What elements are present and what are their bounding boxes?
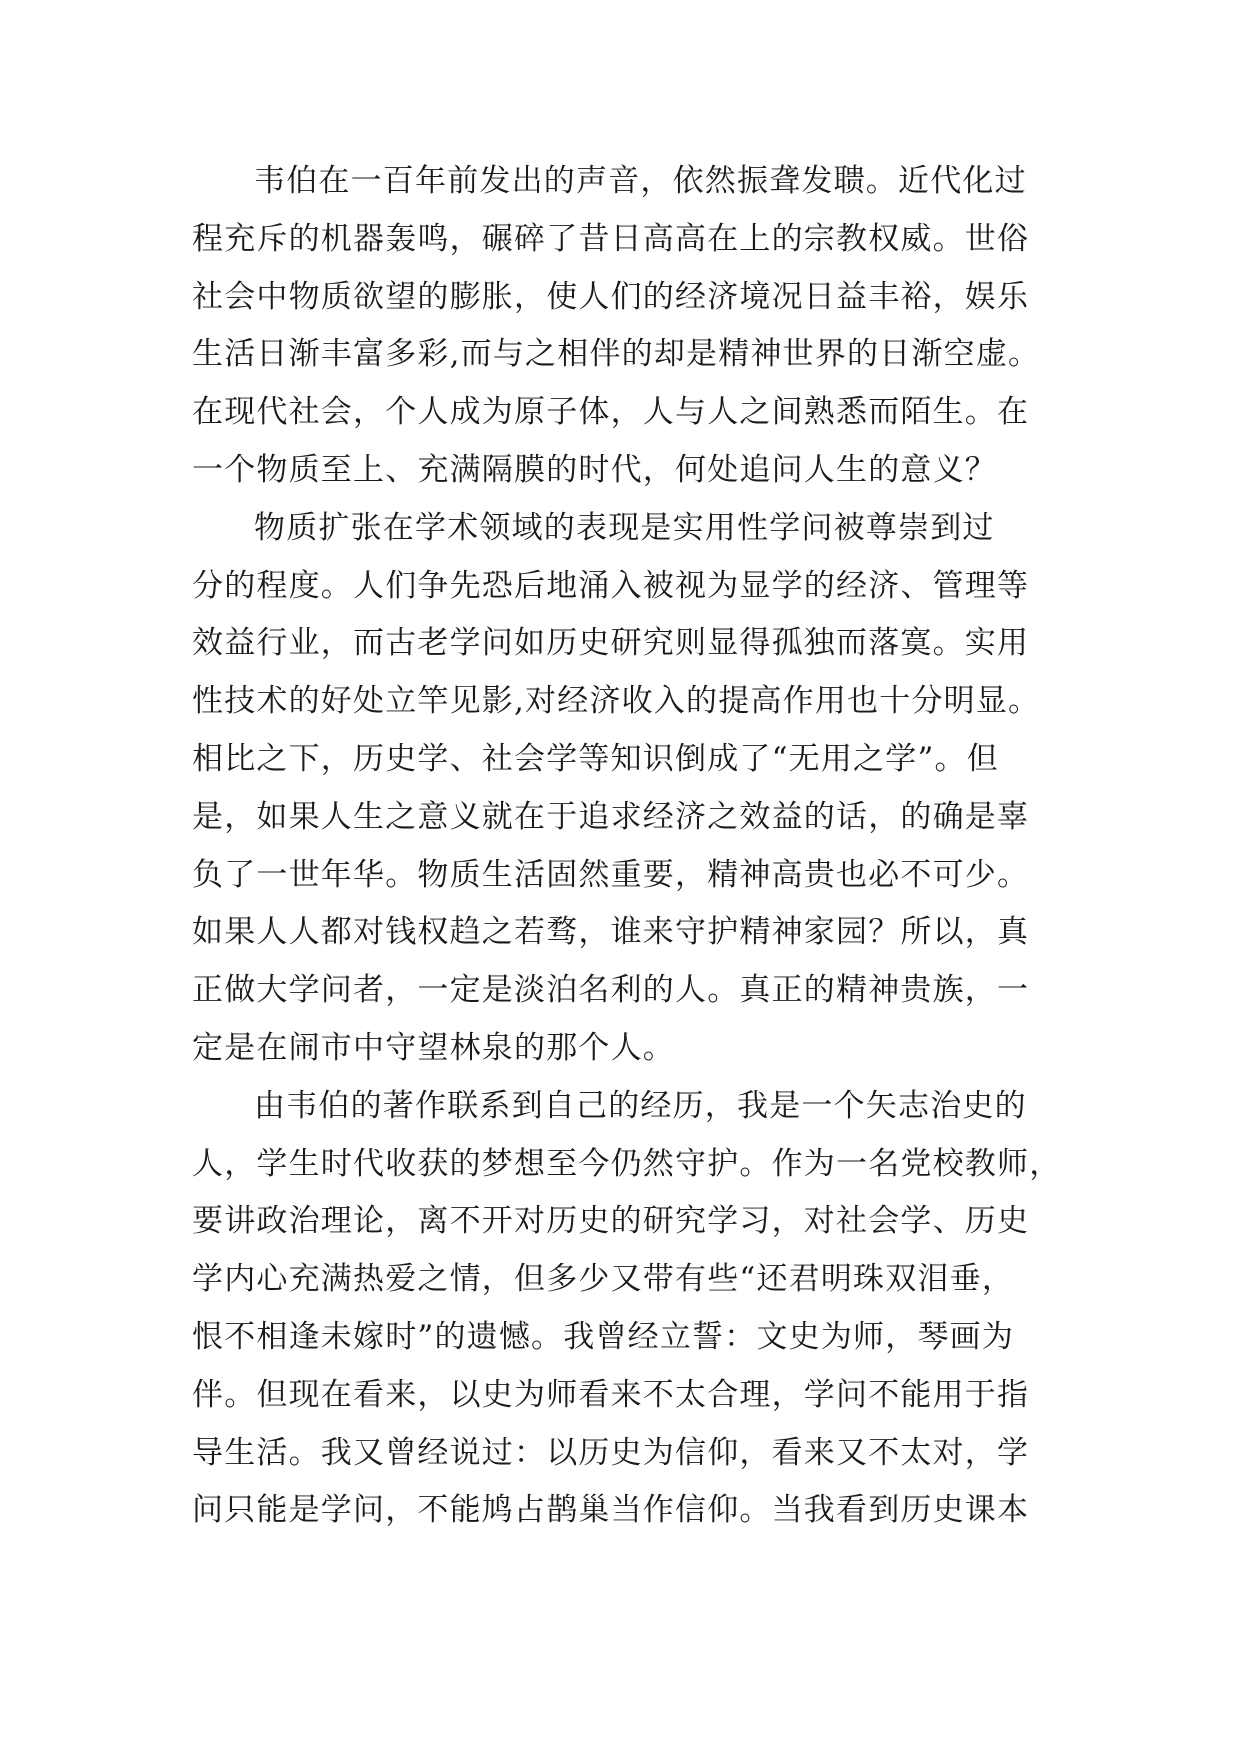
text-line: 导生活。我又曾经说过：以历史为信仰，看来又不太对，学 [192,1434,1030,1471]
text-line: 如果人人都对钱权趋之若骛，谁来守护精神家园？所以，真 [192,914,1030,951]
text-line: 一个物质至上、充满隔膜的时代，何处追问人生的意义？ [192,451,997,488]
text-line: 在现代社会，个人成为原子体，人与人之间熟悉而陌生。在 [192,394,1030,431]
text-line: 相比之下，历史学、社会学等知识倒成了“无用之学”。但 [192,740,999,777]
text-line: 负了一世年华。物质生活固然重要，精神高贵也必不可少。 [192,856,1030,893]
text-line: 分的程度。人们争先恐后地涌入被视为显学的经济、管理等 [192,567,1030,604]
paragraph-1 [192,153,1054,500]
text-line: 伴。但现在看来，以史为师看来不太合理，学问不能用于指 [192,1376,1030,1413]
paragraph-3 [192,1078,1062,1540]
text-line: 要讲政治理论，离不开对历史的研究学习，对社会学、历史 [192,1203,1030,1240]
text-line: 性技术的好处立竿见影,对经济收入的提高作用也十分明显。 [192,683,1041,720]
text-line: 韦伯在一百年前发出的声音，依然振聋发聩。近代化过 [254,163,1027,199]
text-line: 恨不相逢未嫁时”的遗憾。我曾经立誓：文史为师，琴画为 [192,1318,1015,1355]
text-line: 生活日渐丰富多彩,而与之相伴的却是精神世界的日渐空虚。 [192,336,1041,373]
text-line: 物质扩张在学术领域的表现是实用性学问被尊崇到过 [254,509,995,546]
text-line: 社会中物质欲望的膨胀，使人们的经济境况日益丰裕，娱乐 [192,278,1030,315]
text-line: 正做大学问者，一定是淡泊名利的人。真正的精神贵族，一 [192,972,1030,1009]
text-line: 问只能是学问，不能鸠占鹊巢当作信仰。当我看到历史课本 [192,1492,1030,1529]
paragraph-2 [192,500,1054,1078]
text-line: 定是在闹市中守望林泉的那个人。 [192,1029,675,1066]
document-body [192,153,1062,1540]
text-line: 效益行业，而古老学问如历史研究则显得孤独而落寞。实用 [192,625,1030,662]
text-line: 是，如果人生之意义就在于追求经济之效益的话，的确是辜 [192,798,1030,835]
text-line: 程充斥的机器轰鸣，碾碎了昔日高高在上的宗教权威。世俗 [192,220,1030,257]
text-line: 由韦伯的著作联系到自己的经历，我是一个矢志治史的 [254,1087,1027,1124]
text-line: 人，学生时代收获的梦想至今仍然守护。作为一名党校教师， [192,1145,1062,1182]
text-line: 学内心充满热爱之情，但多少又带有些“还君明珠双泪垂， [192,1261,1015,1298]
